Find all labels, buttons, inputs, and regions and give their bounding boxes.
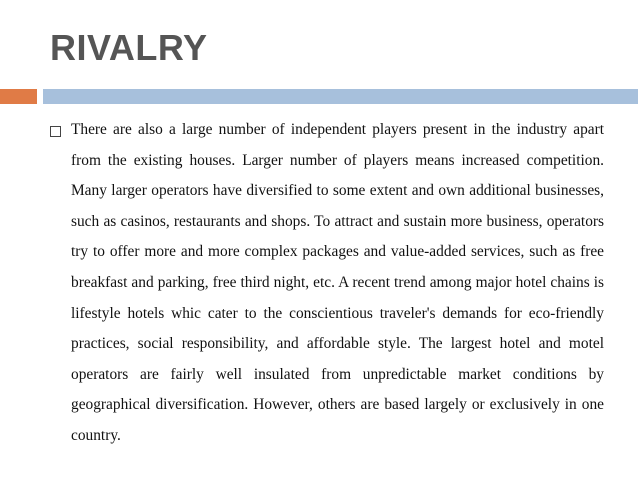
slide-title: RIVALRY: [50, 27, 208, 68]
accent-bar-orange: [0, 89, 37, 104]
bullet-paragraph: There are also a large number of independent players present in the industry apart from the existing houses. Larger number of players means increased competition. Many larger operators have diversified to some extent and own additional businesses, such as casinos, restaurants and shops. To attract and sustain more business, operators try to offer more and more complex packages and value‑added services, such as free breakfast and parking, free third night, etc. A recent trend among major hotel chains is lifestyle hotels whic cater to the conscientious traveler's demands for eco‑friendly practices, social responsibility, and affordable style. The largest hotel and motel operators are fairly well insulated from unpredictable market conditions by geographical diversification. However, others are based largely or exclusively in one country.: [71, 121, 604, 444]
square-bullet-icon: [50, 126, 61, 137]
accent-bar-blue: [43, 89, 638, 104]
